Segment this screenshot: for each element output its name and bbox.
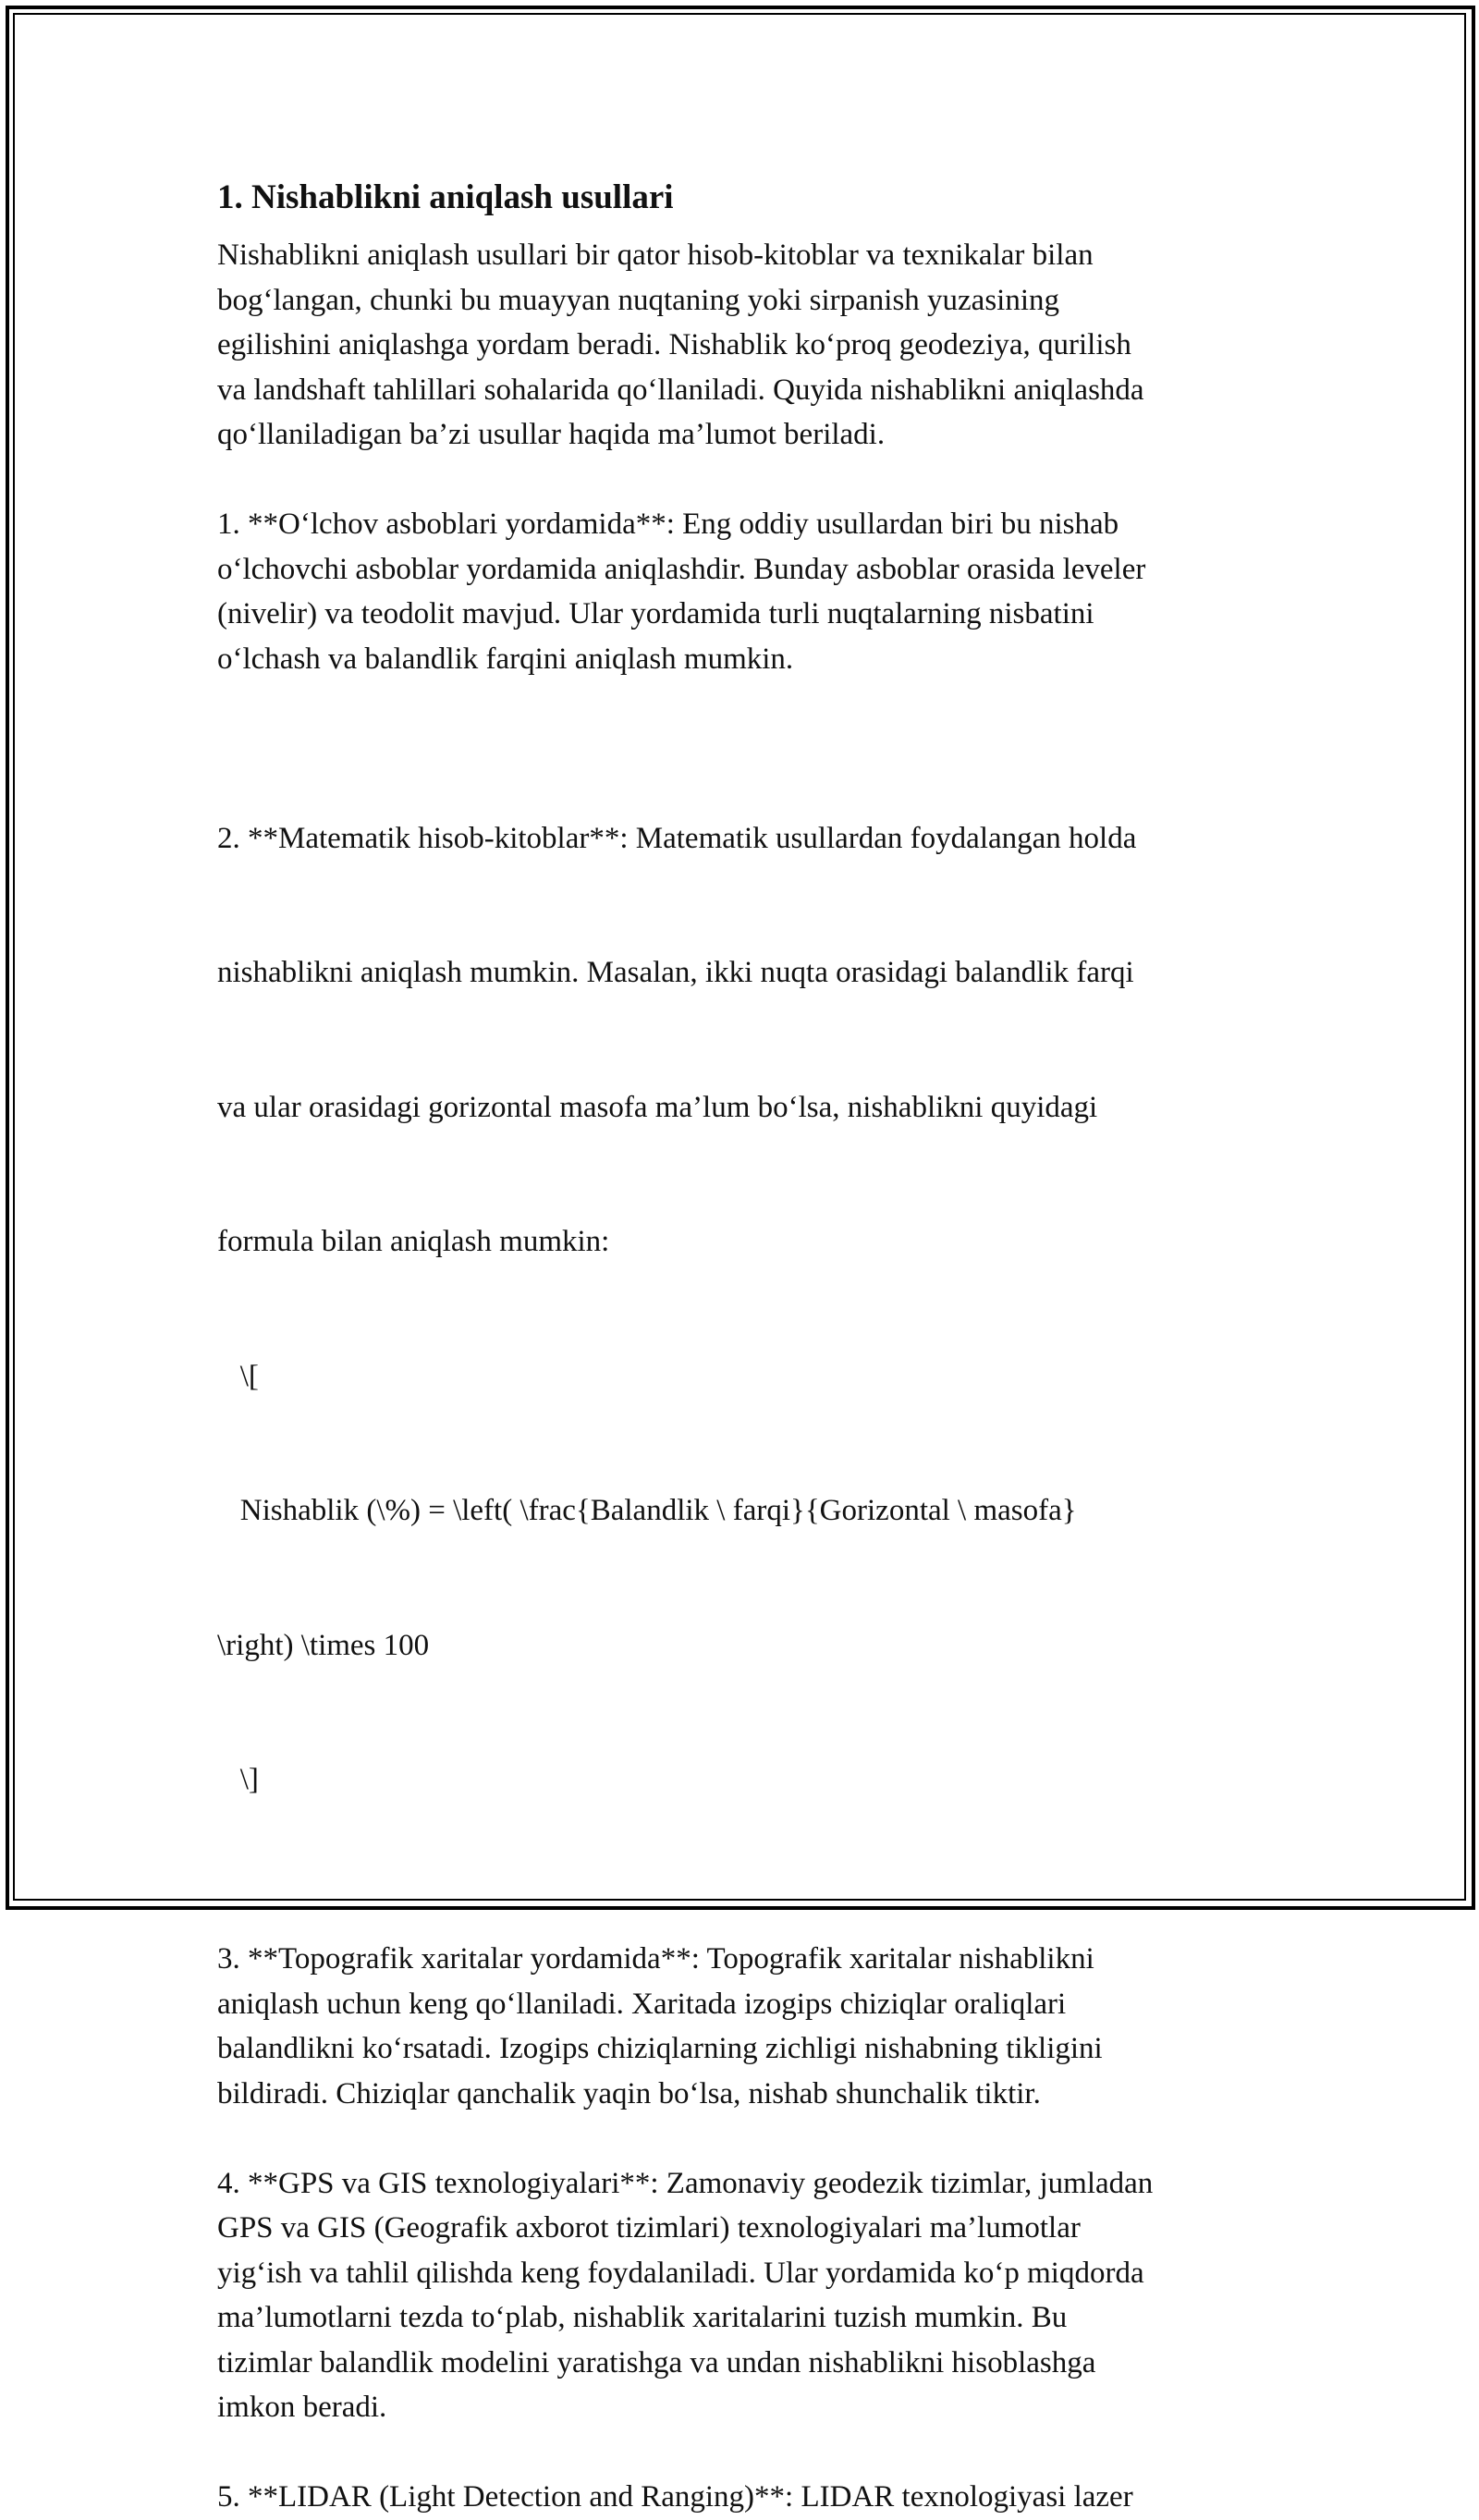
list-item-lidar <box>217 2475 1271 2520</box>
list-item-math-calculations <box>217 727 1271 1892</box>
text-line: formula bilan aniqlash mumkin: <box>217 1225 610 1258</box>
paragraph-gap <box>217 681 1271 727</box>
text-line: balandlikni ko‘rsatadi. Izogips chiziqlarning zichligi nishabning tikligini <box>217 2032 1103 2065</box>
text-line: bog‘langan, chunki bu muayyan nuqtaning yoki sirpanish yuzasining <box>217 283 1060 317</box>
formula-line: \[ <box>217 1359 259 1393</box>
section-heading: 1. Nishablikni aniqlash usullari <box>217 178 674 216</box>
text-line: ma’lumotlarni tezda to‘plab, nishablik xaritalarini tuzish mumkin. Bu <box>217 2301 1068 2334</box>
text-line: aniqlash uchun keng qo‘llaniladi. Xaritada izogips chiziqlar oraliqlari <box>217 1987 1067 2021</box>
text-line: imkon beradi. <box>217 2391 387 2424</box>
text-line: 2. **Matematik hisob-kitoblar**: Matematik usullardan foydalangan holda <box>217 821 1137 855</box>
text-line: o‘lchash va balandlik farqini aniqlash mumkin. <box>217 642 794 676</box>
formula-line: Nishablik (\%) = \left( \frac{Balandlik \ farqi}{Gorizontal \ masofa} <box>217 1494 1077 1527</box>
text-line: GPS va GIS (Geografik axborot tizimlari) texnologiyalari ma’lumotlar <box>217 2211 1081 2245</box>
text-line: 4. **GPS va GIS texnologiyalari**: Zamonaviy geodezik tizimlar, jumladan <box>217 2166 1154 2200</box>
text-line: 5. **LIDAR (Light Detection and Ranging)**: LIDAR texnologiyasi lazer <box>217 2480 1133 2514</box>
list-item-measuring-tools <box>217 502 1271 681</box>
text-line: nishablikni aniqlash mumkin. Masalan, ikki nuqta orasidagi balandlik farqi <box>217 956 1134 989</box>
list-item-topographic-maps <box>217 1937 1271 2116</box>
text-line: egilishini aniqlashga yordam beradi. Nishablik ko‘proq geodeziya, qurilish <box>217 328 1131 361</box>
text-line: 3. **Topografik xaritalar yordamida**: Topografik xaritalar nishablikni <box>217 1942 1094 1976</box>
paragraph-gap <box>217 2116 1271 2161</box>
text-line: va landshaft tahlillari sohalarida qo‘llaniladi. Quyida nishablikni aniqlashda <box>217 373 1144 407</box>
document-body <box>217 172 1271 2520</box>
text-line: tizimlar balandlik modelini yaratishga va undan nishablikni hisoblashga <box>217 2345 1096 2379</box>
text-line: o‘lchovchi asboblar yordamida aniqlashdir. Bunday asboblar orasida leveler <box>217 552 1146 586</box>
list-item-gps-gis <box>217 2161 1271 2430</box>
text-line: 1. **O‘lchov asboblari yordamida**: Eng oddiy usullardan biri bu nishab <box>217 508 1119 541</box>
text-line: va ular orasidagi gorizontal masofa ma’lum bo‘lsa, nishablikni quyidagi <box>217 1090 1098 1124</box>
formula-line: \] <box>217 1763 259 1796</box>
text-line: Nishablikni aniqlash usullari bir qator hisob-kitoblar va texnikalar bilan <box>217 239 1094 272</box>
intro-paragraph <box>217 233 1271 458</box>
text-line: yig‘ish va tahlil qilishda keng foydalaniladi. Ular yordamida ko‘p miqdorda <box>217 2256 1144 2290</box>
paragraph-gap <box>217 1892 1271 1938</box>
text-line: (nivelir) va teodolit mavjud. Ular yordamida turli nuqtalarning nisbatini <box>217 597 1094 630</box>
paragraph-gap <box>217 458 1271 503</box>
text-line: qo‘llaniladigan ba’zi usullar haqida ma’lumot beriladi. <box>217 418 886 451</box>
paragraph-gap <box>217 2430 1271 2476</box>
text-line: bildiradi. Chiziqlar qanchalik yaqin bo‘lsa, nishab shunchalik tiktir. <box>217 2076 1041 2110</box>
formula-line: \right) \times 100 <box>217 1628 430 1662</box>
